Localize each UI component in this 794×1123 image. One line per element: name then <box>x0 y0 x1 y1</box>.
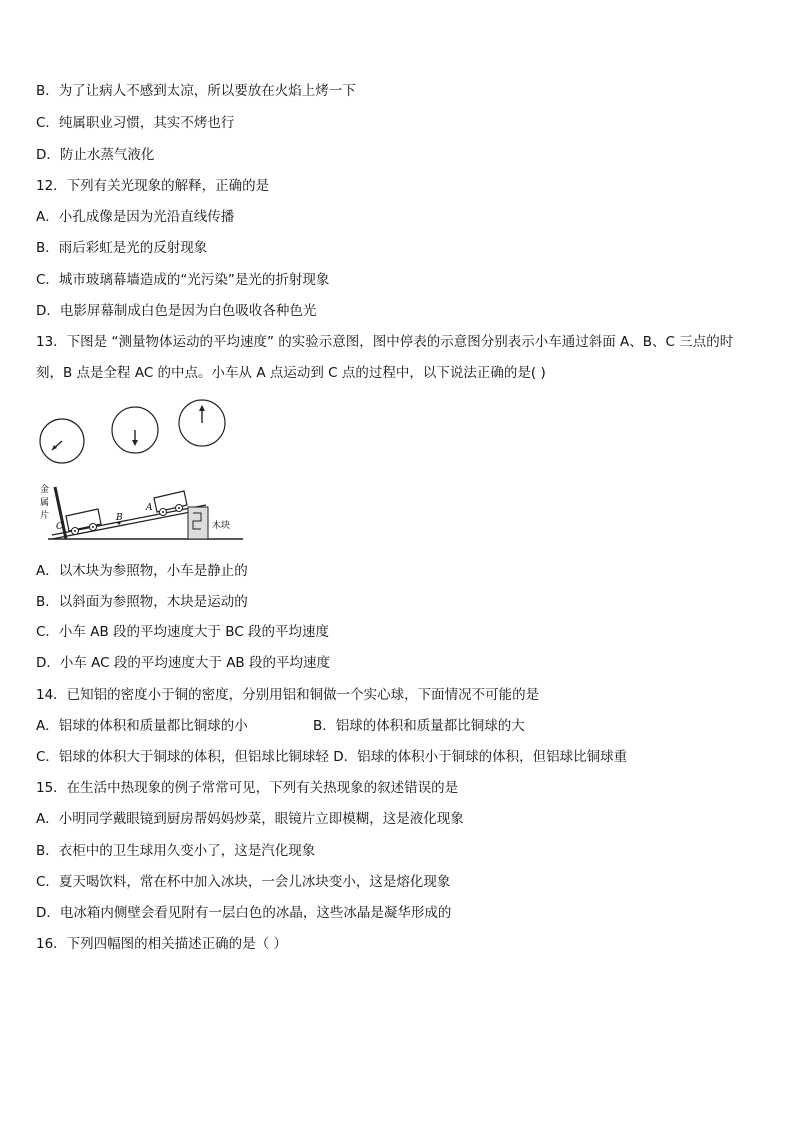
q13-figure <box>38 395 248 550</box>
q12-option-a: A．小孔成像是因为光沿直线传播 <box>36 209 235 225</box>
q11-option-b: B．为了让病人不感到太凉，所以要放在火焰上烤一下 <box>36 83 356 99</box>
q12-option-d: D．电影屏幕制成白色是因为白色吸收各种色光 <box>36 303 317 319</box>
q14-option-d: D．铝球的体积小于铜球的体积，但铝球比铜球重 <box>333 749 628 765</box>
q15-option-b: B．衣柜中的卫生球用久变小了，这是汽化现象 <box>36 843 316 859</box>
q11-option-d: D．防止水蒸气液化 <box>36 147 155 163</box>
q15-option-c: C．夏天喝饮料，常在杯中加入冰块，一会儿冰块变小，这是熔化现象 <box>36 874 451 890</box>
q13-option-a: A．以木块为参照物，小车是静止的 <box>36 563 248 579</box>
q14-stem: 14．已知铝的密度小于铜的密度，分别用铝和铜做一个实心球，下面情况不可能的是 <box>36 687 540 703</box>
q15-option-a: A．小明同学戴眼镜到厨房帮妈妈炒菜，眼镜片立即模糊，这是液化现象 <box>36 811 464 827</box>
q12-option-c: C．城市玻璃幕墙造成的“光污染”是光的折射现象 <box>36 272 330 288</box>
q11-option-c: C．纯属职业习惯，其实不烤也行 <box>36 115 235 131</box>
q13-option-c: C．小车 AB 段的平均速度大于 BC 段的平均速度 <box>36 624 330 640</box>
label-metal: 片 <box>40 511 50 521</box>
q15-stem: 15．在生活中热现象的例子常常可见，下列有关热现象的叙述错误的是 <box>36 780 459 796</box>
q14-option-a: A．铝球的体积和质量都比铜球的小 <box>36 718 248 734</box>
q15-option-d: D．电冰箱内侧壁会看见附有一层白色的冰晶，这些冰晶是凝华形成的 <box>36 905 452 921</box>
wood-block <box>188 507 208 539</box>
q14-options-row-1 <box>36 716 758 736</box>
q13-option-d: D．小车 AC 段的平均速度大于 AB 段的平均速度 <box>36 655 330 671</box>
stopwatch-icon <box>179 400 225 446</box>
q13-stem: 13．下图是 “测量物体运动的平均速度” 的实验示意图，图中停表的示意图分别表示小车通过斜面 A、B、C 三点的时刻，B 点是全程 AC 的中点。小车从 A 点运动到 C 点的过程中，以下说法正确的是( ) <box>36 334 734 381</box>
q14-option-b: B．铝球的体积和质量都比铜球的大 <box>313 718 525 734</box>
stopwatch-icon <box>112 407 158 453</box>
q16-stem: 16．下列四幅图的相关描述正确的是（ ） <box>36 936 287 952</box>
label-block: 木块 <box>212 521 231 531</box>
label-metal: 属 <box>40 498 50 508</box>
q13-option-b: B．以斜面为参照物，木块是运动的 <box>36 594 248 610</box>
q14-options-row-2 <box>36 747 758 767</box>
q12-option-b: B．雨后彩虹是光的反射现象 <box>36 240 208 256</box>
label-b: B <box>116 513 123 523</box>
stopwatch-icon <box>40 419 84 463</box>
q14-option-c: C．铝球的体积大于铜球的体积，但铝球比铜球轻 <box>36 749 329 765</box>
label-a: A <box>146 503 153 513</box>
q12-stem: 12．下列有关光现象的解释，正确的是 <box>36 178 270 194</box>
label-metal: 金 <box>40 485 50 495</box>
label-c: C <box>56 522 63 532</box>
